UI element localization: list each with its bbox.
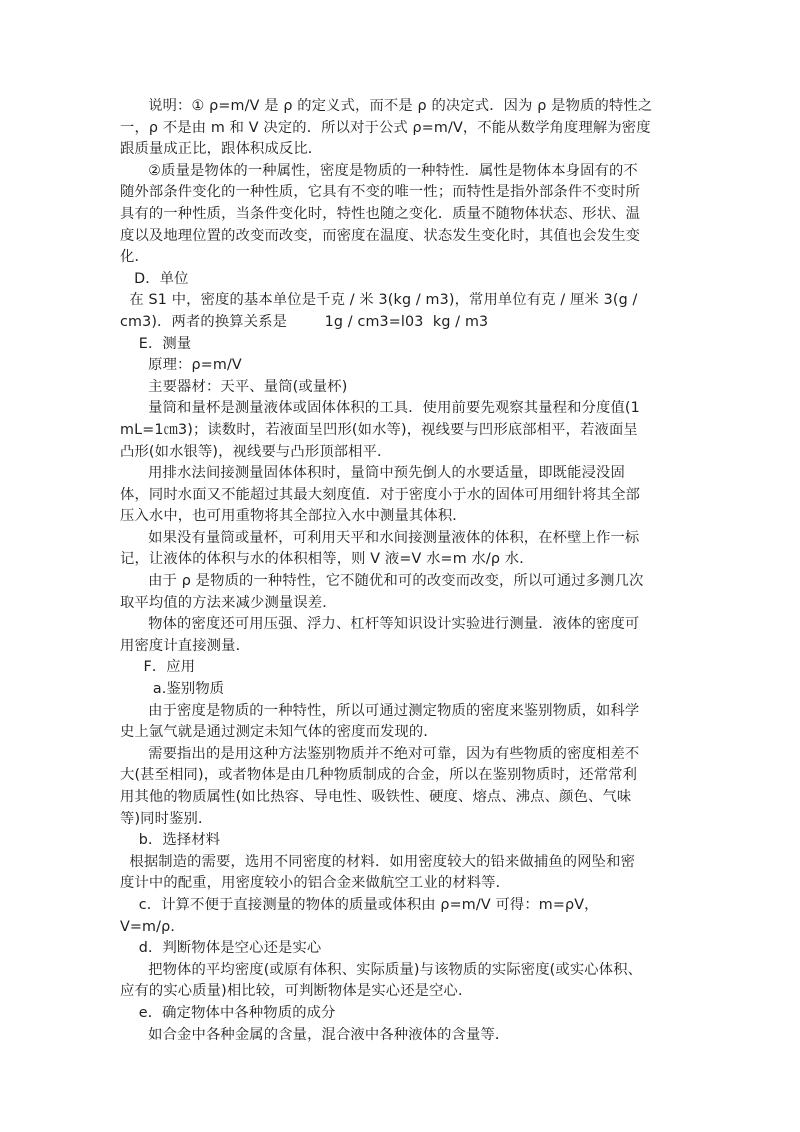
text-line: V=m/ρ． [120,918,185,935]
text-line: 用其他的物质属性(如比热容、导电性、吸铁性、硬度、熔点、沸点、颜色、气味 [120,789,632,805]
section-heading: D．单位 [120,270,189,287]
subsection-heading: c．计算不便于直接测量的物体的质量或体积由 ρ=m/V 可得：m=ρV， [120,896,599,913]
text-line: 量筒和量杯是测量液体或固体体积的工具．使用前要先观察其量程和分度值(1 [120,400,640,417]
text-line: 具有的一种性质，当条件变化时，特性也随之变化．质量不随物体状态、形状、温 [120,205,641,222]
text-line: cm3)．两者的换算关系是 1g / cm3=l03 kg / m3 [120,313,489,330]
text-line: 凸形(如水银等)，视线要与凸形顶部相平． [120,443,392,460]
text-line: 体，同时水面又不能超过其最大刻度值．对于密度小于水的固体可用细针将其全部 [120,486,641,503]
text-line: 由于密度是物质的一种特性，所以可通过测定物质的密度来鉴别物质，如科学 [120,702,640,719]
subsection-heading: e．确定物体中各种物质的成分 [120,1004,336,1021]
text-line: 如果没有量筒或量杯，可利用天平和水间接测量液体的体积，在杯壁上作一标 [120,529,640,546]
text-line: 需要指出的是用这种方法鉴别物质并不绝对可靠，因为有些物质的密度相差不 [120,745,640,762]
subsection-heading: a.鉴别物质 [120,681,225,698]
text-line: 主要器材：天平、量筒(或量杯) [120,378,348,395]
text-line: 随外部条件变化的一种性质，它具有不变的唯一性；而特性是指外部条件不变时所 [120,184,641,201]
text-line: 原理：ρ=m/V [120,357,242,374]
text-line: 说明：① ρ=m/V 是 ρ 的定义式，而不是 ρ 的决定式．因为 ρ 是物质的特性之 [120,98,653,114]
text-line: 把物体的平均密度(或原有体积、实际质量)与该物质的实际密度(或实心体积、 [120,961,643,978]
text-line: 度计中的配重，用密度较小的铝合金来做航空工业的材料等． [120,875,511,892]
text-line: 等)同时鉴别． [120,810,213,827]
subsection-heading: b．选择材料 [120,832,221,849]
text-line: mL=1㎝3)；读数时，若液面呈凹形(如水等)，视线要与凹形底部相平，若液面呈 [120,421,638,438]
text-line: ②质量是物体的一种属性，密度是物质的一种特性．属性是物体本身固有的不 [120,162,638,179]
text-line: 史上氩气就是通过测定未知气体的密度而发现的． [120,724,438,741]
text-line: 记，让液体的体积与水的体积相等，则 V 液=V 水=m 水/ρ 水． [120,551,534,568]
text-line: 化． [120,249,149,266]
text-line: 度以及地理位置的改变而改变，而密度在温度、状态发生变化时，其值也会发生变 [120,227,641,244]
text-line: 如合金中各种金属的含量，混合液中各种液体的含量等． [120,1026,510,1043]
text-line: 在 S1 中，密度的基本单位是千克 / 米 3(kg / m3)，常用单位有克 / 厘米 3(g / [120,292,638,309]
section-heading: E．测量 [120,335,192,352]
text-line: 应有的实心质量)相比较，可判断物体是实心还是空心． [120,983,473,1000]
text-line: 根据制造的需要，选用不同密度的材料．如用密度较大的铅来做捕鱼的网坠和密 [120,853,636,870]
text-line: 大(甚至相同)，或者物体是由几种物质制成的合金，所以在鉴别物质时，还常常利 [120,767,638,784]
text-line: 一，ρ 不是由 m 和 V 决定的．所以对于公式 ρ=m/V，不能从数学角度理解为密度 [120,119,651,136]
section-heading: F．应用 [120,659,196,676]
text-line: 由于 ρ 是物质的一种特性，它不随优和可的改变而改变，所以可通过多测几次 [120,573,644,590]
subsection-heading: d．判断物体是空心还是实心 [120,940,322,957]
text-line: 取平均值的方法来减少测量误差． [120,594,337,611]
document-body [120,96,680,1046]
text-line: 跟质量成正比，跟体积成反比． [120,141,323,158]
text-line: 压入水中，也可用重物将其全部拉入水中测量其体积． [120,508,467,525]
text-line: 物体的密度还可用压强、浮力、杠杆等知识设计实验进行测量．液体的密度可 [120,616,640,633]
text-line: 用密度计直接测量． [120,637,251,654]
text-line: 用排水法间接测量固体体积时，量筒中预先倒人的水要适量，即既能浸没固 [120,465,625,482]
